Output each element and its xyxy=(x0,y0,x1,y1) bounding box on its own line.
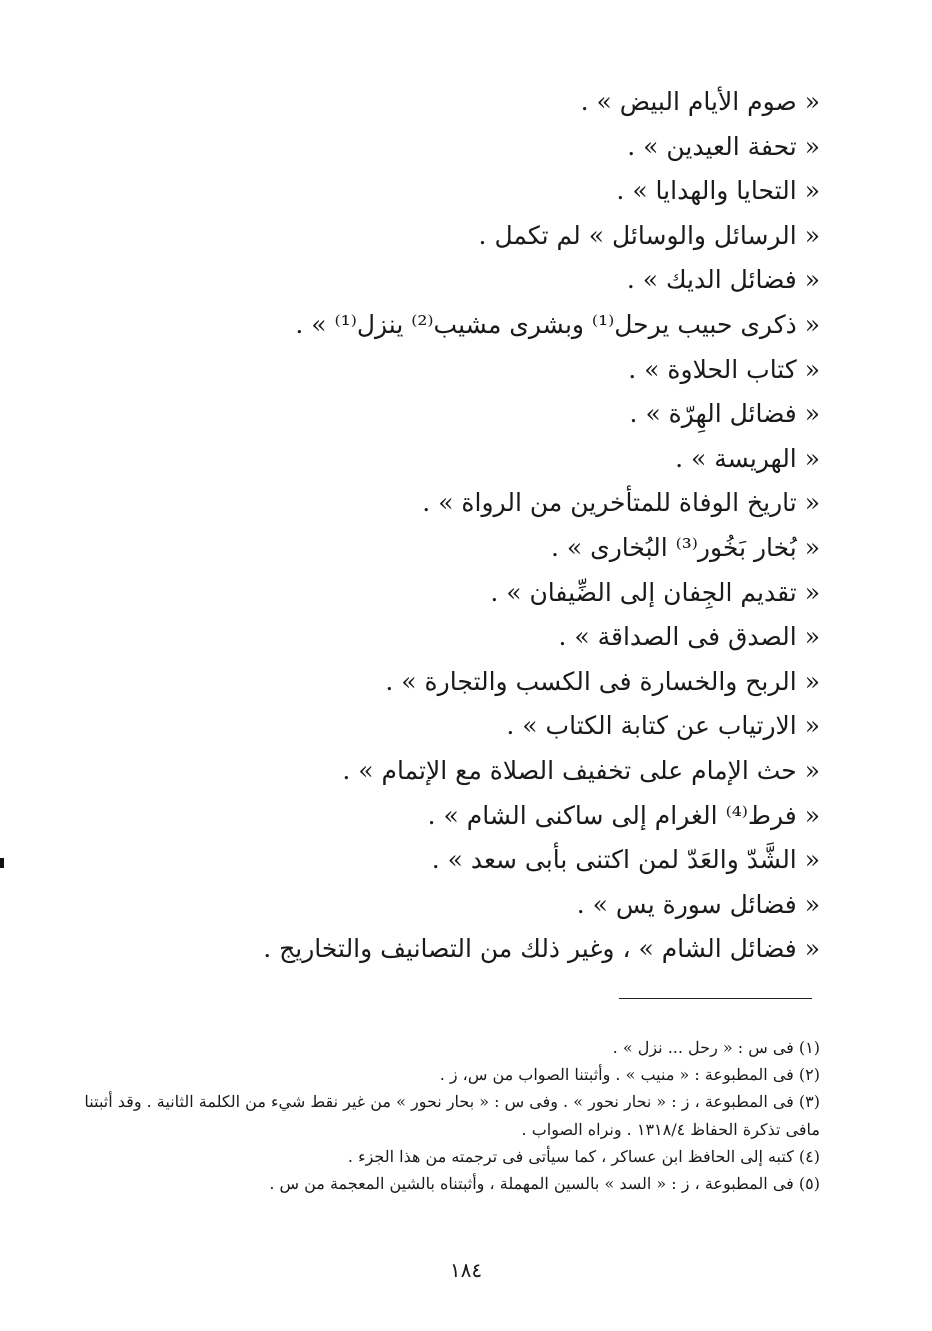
list-item: « تقديم الجِفان إلى الضِّيفان » . xyxy=(490,577,820,607)
list-item: « فرط⁽⁴⁾ الغرام إلى ساكنى الشام » . xyxy=(427,800,820,830)
list-item: « حث الإمام على تخفيف الصلاة مع الإتمام » . xyxy=(342,755,820,785)
footnote-line: (١) فى س : « رحل ... نزل » . xyxy=(612,1038,820,1057)
list-item: « ذكرى حبيب يرحل⁽¹⁾ وبشرى مشيب⁽²⁾ ينزل⁽¹⁾ » . xyxy=(295,309,820,339)
footnote-line: مافى تذكرة الحفاظ ١٣١٨/٤ . ونراه الصواب . xyxy=(521,1119,820,1139)
works-list xyxy=(180,80,820,972)
footnote-line: (٣) فى المطبوعة ، ز : « نحار نحور » . وفى س : « بحار نحور » من غير نقط شيء من الكلمة الثانية . وقد أثبتنا xyxy=(84,1092,820,1112)
list-item: « فضائل الشام » ، وغير ذلك من التصانيف والتخاريج . xyxy=(263,934,820,964)
list-item: « الهريسة » . xyxy=(675,443,820,473)
footnote-line: (٢) فى المطبوعة : « منيب » . وأثبتنا الصواب من س، ز . xyxy=(439,1065,820,1085)
list-item: « تاريخ الوفاة للمتأخرين من الرواة » . xyxy=(422,488,820,518)
list-item: « الارتياب عن كتابة الكتاب » . xyxy=(506,711,820,741)
list-item: « الشَّدّ والعَدّ لمن اكتنى بأبى سعد » . xyxy=(431,845,820,875)
page-number: ١٨٤ xyxy=(449,1258,483,1282)
footnote-divider xyxy=(619,998,812,999)
list-item: « كتاب الحلاوة » . xyxy=(628,354,820,384)
footnotes xyxy=(80,1034,820,1197)
list-item: « فضائل الهِرّة » . xyxy=(629,399,820,429)
list-item: « فضائل سورة يس » . xyxy=(576,889,820,919)
footnote-line: (٤) كتبه إلى الحافظ ابن عساكر ، كما سيأتى فى ترجمته من هذا الجزء . xyxy=(347,1146,820,1166)
list-item: « الربح والخسارة فى الكسب والتجارة » . xyxy=(385,666,820,696)
list-item: « فضائل الديك » . xyxy=(626,265,820,295)
list-item: « الصدق فى الصداقة » . xyxy=(558,622,820,652)
list-item: « تحفة العيدين » . xyxy=(627,131,820,161)
scan-edge-mark xyxy=(0,858,4,868)
list-item: « صوم الأيام البيض » . xyxy=(580,87,820,116)
list-item: « بُخار بَخُور⁽³⁾ البُخارى » . xyxy=(551,532,820,562)
list-item: « الرسائل والوسائل » لم تكمل . xyxy=(478,220,820,250)
footnote-line: (٥) فى المطبوعة ، ز : « السد » بالسين المهملة ، وأثبتناه بالشين المعجمة من س . xyxy=(269,1174,820,1194)
list-item: « التحايا والهدايا » . xyxy=(616,176,820,206)
